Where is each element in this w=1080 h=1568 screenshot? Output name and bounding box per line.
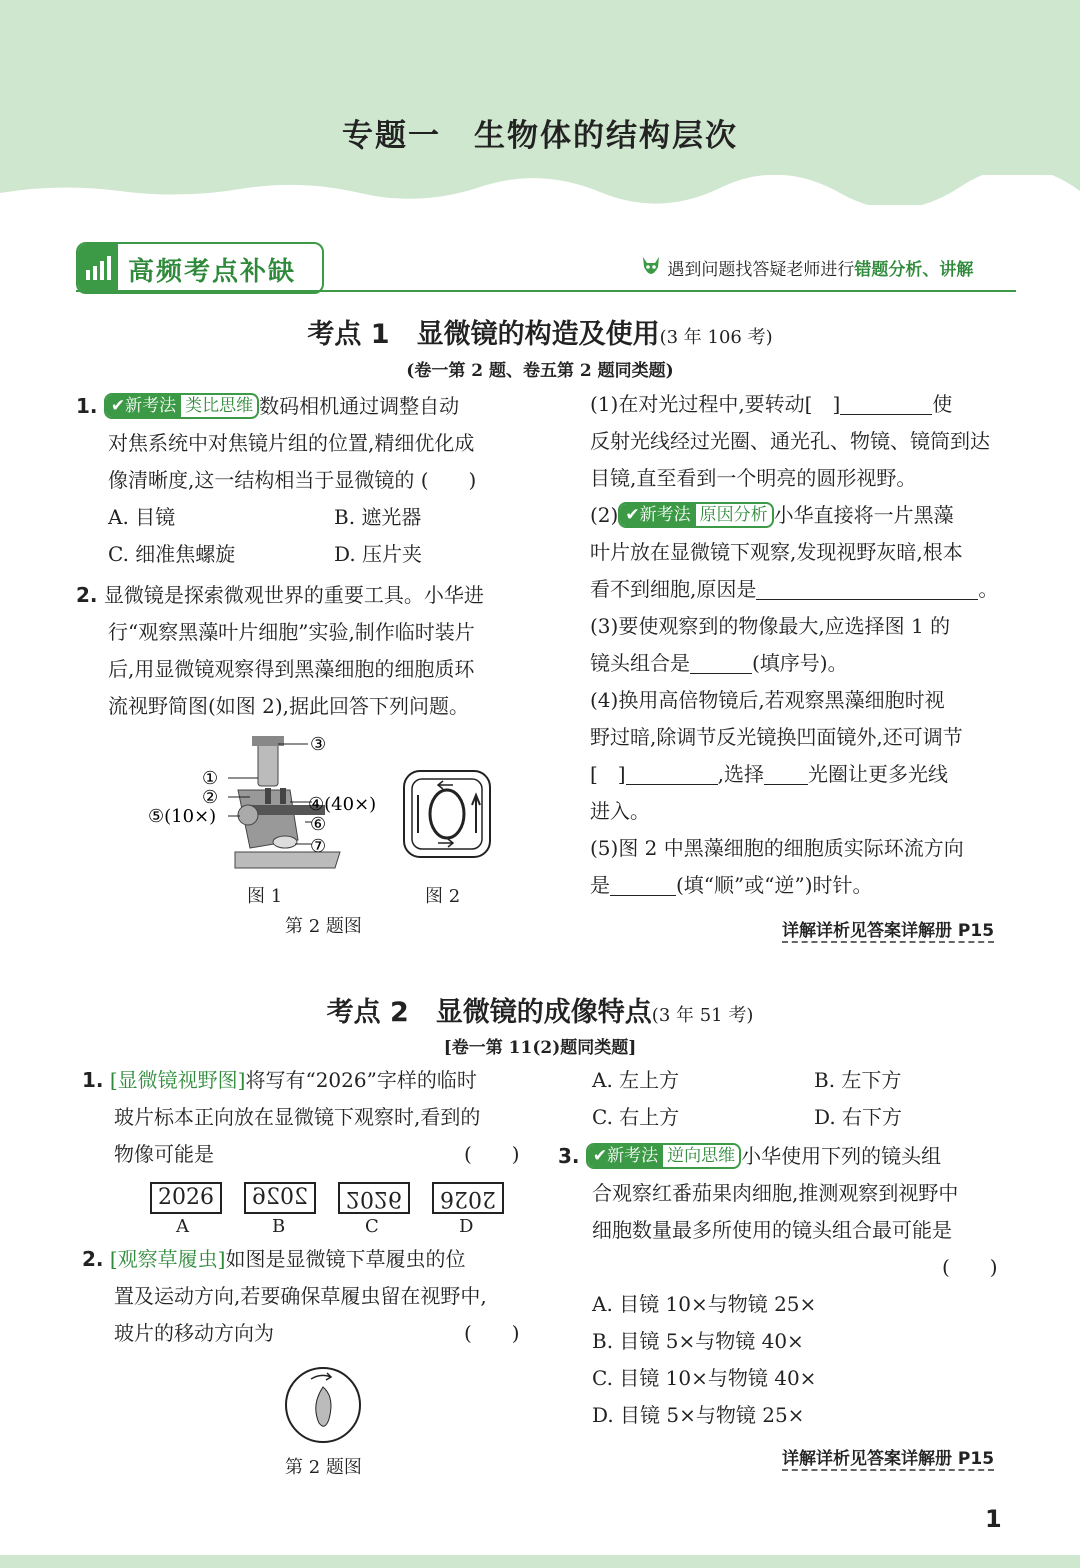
microscope-figure [140, 730, 390, 875]
kp2-q2-option-d: D. 右下方 [814, 1105, 903, 1129]
kp1-q1-option-c: C. 细准焦螺旋 [108, 542, 236, 566]
fig1-caption: 图 1 [247, 886, 283, 907]
choice-letter-c: C [365, 1216, 379, 1237]
kp2-q1-choice-c: 2026 [338, 1182, 410, 1214]
kp2-title: 考点 2 显微镜的成像特点(3 年 51 考) [326, 997, 754, 1028]
section-divider [76, 290, 1016, 292]
kp2-q2: 2. [观察草履虫]如图是显微镜下草履虫的位 置及运动方向,若要确保草履虫留在视野中, 玻片的移动方向为 ( ) [82, 1247, 520, 1345]
label-7: ⑦ [310, 836, 327, 857]
kp2-q2-option-c: C. 右上方 [592, 1105, 680, 1129]
new-method-tag: ✔新考法 类比思维 [104, 393, 259, 419]
kp2-q3-option-a: A. 目镜 10×与物镜 25× [592, 1292, 817, 1316]
kp2-q2-option-b: B. 左下方 [814, 1068, 902, 1092]
kp2-q3-option-b: B. 目镜 5×与物镜 40× [592, 1329, 804, 1353]
shield-icon: ✔ [110, 396, 126, 416]
kp2-q2-caption: 第 2 题图 [285, 1457, 362, 1478]
kp1-reference: 详解详析见答案详解册 P15 [782, 921, 995, 941]
choice-letter-d: D [459, 1216, 474, 1237]
label-2: ② [202, 787, 219, 808]
fig2-caption: 图 2 [425, 886, 461, 907]
kp2-q1-choice-b: 2026 [244, 1182, 316, 1214]
choice-letter-b: B [272, 1216, 286, 1237]
kp2-reference: 详解详析见答案详解册 P15 [782, 1449, 995, 1469]
kp2-q3-option-d: D. 目镜 5×与物镜 25× [592, 1403, 805, 1427]
paramecium-figure [283, 1365, 363, 1445]
kp2-q1-choice-a: 2026 [150, 1182, 222, 1214]
label-5: ⑤(10×) [148, 806, 217, 827]
kp1-title: 考点 1 显微镜的构造及使用(3 年 106 考) [307, 319, 773, 350]
label-3: ③ [310, 734, 327, 755]
choice-letter-a: A [176, 1216, 189, 1237]
torn-edge [0, 175, 1080, 205]
shield-icon: ✔ [625, 505, 640, 525]
kp1-q1: 1. ✔新考法 类比思维 数码相机通过调整自动 对焦系统中对焦镜片组的位置,精细优化成 像清晰度,这一结构相当于显微镜的 ( ) A. 目镜 B. 遮光器 C. 细准焦螺旋 D. 压片夹 [76, 388, 476, 573]
kp2-q1-choice-d: 2026 [432, 1182, 504, 1214]
kp2-subtitle: [卷一第 11(2)题同类题] [443, 1038, 637, 1058]
kp1-q2: 2. 显微镜是探索微观世界的重要工具。小华进 行“观察黑藻叶片细胞”实验,制作临时装片 后,用显微镜观察得到黑藻细胞的细胞质环 流视野简图(如图 2),据此回答下列问题。 [76, 583, 484, 718]
kp2-q2-option-a: A. 左上方 [592, 1068, 680, 1092]
label-6: ⑥ [310, 814, 327, 835]
label-4: ④(40×) [308, 794, 377, 815]
shield-icon: ✔ [592, 1146, 608, 1166]
mascot-icon [640, 255, 662, 281]
kp1-subtitle: (卷一第 2 题、卷五第 2 题同类题) [406, 361, 674, 381]
kp2-q3-option-c: C. 目镜 10×与物镜 40× [592, 1366, 817, 1390]
section-heading [76, 242, 324, 294]
kp2-q3: 3. ✔新考法 逆向思维 小华使用下列的镜头组 合观察红番茄果肉细胞,推测观察到视野中 细胞数量最多所使用的镜头组合最可能是 ( ) A. 目镜 10×与物镜 25× B. 目镜 5×与物镜 40× C. 目镜 10×与物镜 40× D. 目镜 5×与物镜 25× [558, 1138, 998, 1434]
helper-note: 遇到问题找答疑老师进行错题分析、讲解 [640, 255, 973, 281]
kp2-q1: 1. [显微镜视野图]将写有“2026”字样的临时 玻片标本正向放在显微镜下观察时,看到的 物像可能是 ( ) [82, 1068, 520, 1166]
label-1: ① [202, 768, 219, 789]
cell-figure [398, 765, 496, 863]
kp1-q1-option-d: D. 压片夹 [334, 542, 423, 566]
kp1-q1-option-b: B. 遮光器 [334, 505, 422, 529]
kp1-q2-caption: 第 2 题图 [285, 916, 362, 937]
kp1-q1-option-a: A. 目镜 [108, 505, 176, 529]
bar-chart-icon [78, 244, 118, 292]
page-title: 专题一 生物体的结构层次 [342, 118, 738, 154]
footer-band [0, 1555, 1080, 1568]
section-label: 高频考点补缺 [128, 257, 297, 287]
kp2-q2-options [592, 1062, 902, 1136]
header-band [0, 0, 1080, 205]
kp1-q2-subquestions: (1)在对光过程中,要转动[ ] 使 反射光线经过光圈、通光孔、物镜、镜筒到达 目镜,直至看到一个明亮的圆形视野。 (2) ✔新考法 原因分析 小华直接将一片黑藻 叶片放在显微镜下观察,发现视野灰暗,根本 看不到细胞,原因是 。 (3)要使观察到的物像最大,应选择图 1 的 镜头组合是 (填序号)。 (4)换用高倍物镜后,若观察黑藻细胞时视 野过暗,除调节反光镜换凹面镜外,还可调节 [ ] ,选择 光圈让更多光线 进入。 (5)图 2 中黑藻细胞的细胞质实际环流方向 是 (填“顺”或“逆”)时针。 [590, 392, 999, 897]
page-number: 1 [985, 1505, 1002, 1533]
